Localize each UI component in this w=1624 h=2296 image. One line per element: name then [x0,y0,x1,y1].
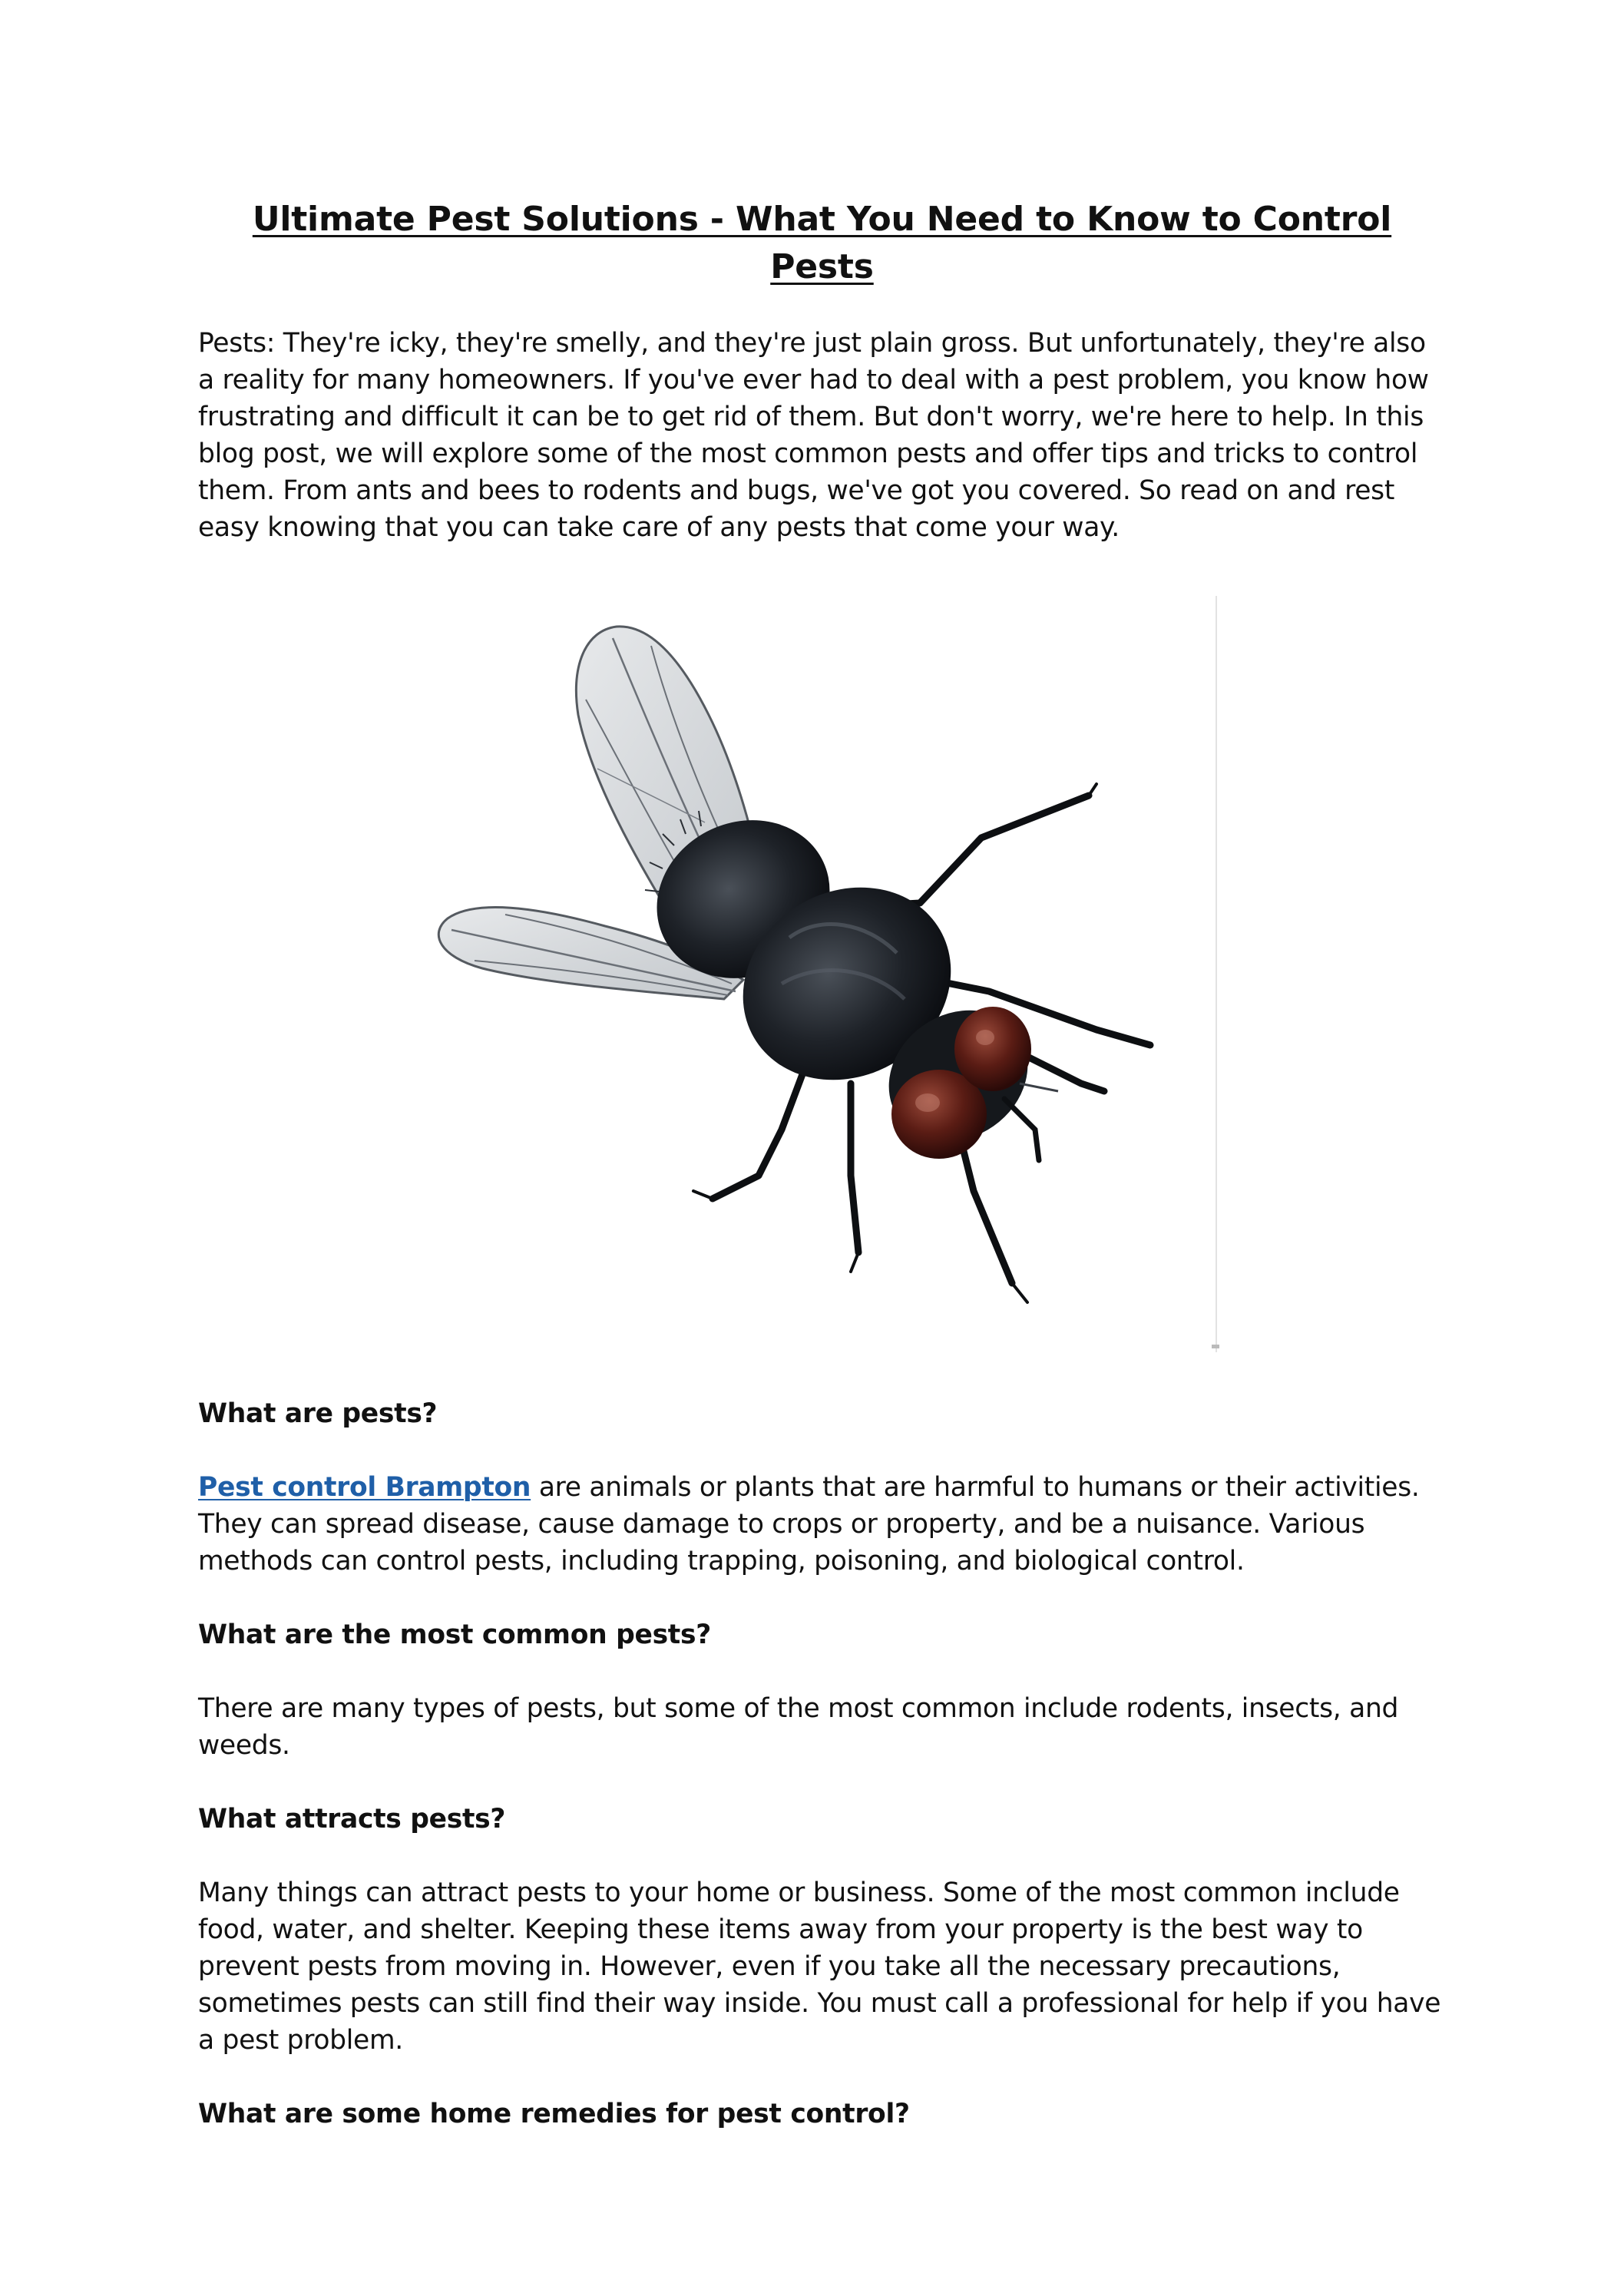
pest-control-brampton-link[interactable]: Pest control Brampton [198,1472,531,1503]
intro-paragraph: Pests: They're icky, they're smelly, and they're just plain gross. But unfortunately, they're also a reality for many homeowners. If you've ever had to deal with a pest problem, you know how frustrating and difficult it can be to get rid of them. But don't worry, we're here to help. In this blog post, we will explore some of the most common pests and offer tips and tricks to control them. From ants and bees to rodents and bugs, we've got you covered. So read on and rest easy knowing that you can take care of any pests that come your way. [198,328,1429,543]
document-content [198,196,1446,2132]
section-heading-common-pests: What are the most common pests? [198,1619,711,1650]
housefly-figure [198,592,1446,1360]
section-heading-what-are-pests: What are pests? [198,1398,438,1429]
section-heading-home-remedies: What are some home remedies for pest control? [198,2099,910,2129]
housefly-icon [421,592,1219,1360]
section-body-common-pests: There are many types of pests, but some of the most common include rodents, insects, and weeds. [198,1693,1399,1761]
page-title: Ultimate Pest Solutions - What You Need to Know to Control Pests [252,200,1392,286]
section-body-text: are animals or plants that are harmful to humans or their activities. They can spread disease, cause damage to crops or property, and be a nuisance. Various methods can control pests, including trapping, poisoning, and biological control. [198,1472,1420,1576]
section-body-what-attracts-pests: Many things can attract pests to your home or business. Some of the most common include food, water, and shelter. Keeping these items away from your property is the best way to prevent pests from moving in. However, even if you take all the necessary precautions, sometimes pests can still find their way inside. You must call a professional for help if you have a pest problem. [198,1877,1441,2056]
section-heading-what-attracts-pests: What attracts pests? [198,1804,506,1834]
section-body-what-are-pests [198,1469,1446,1580]
